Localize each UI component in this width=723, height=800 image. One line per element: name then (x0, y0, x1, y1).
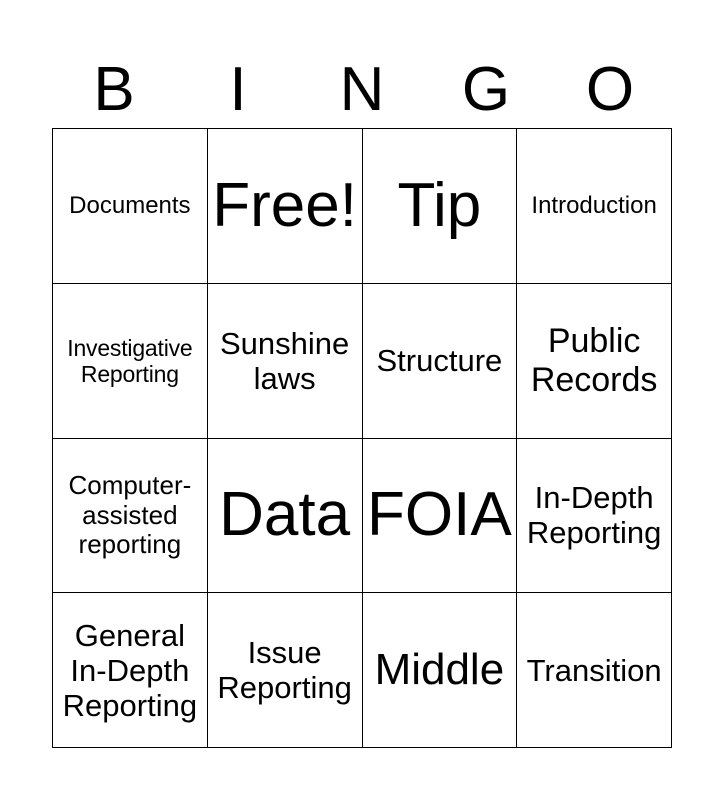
header-letter-o: O (585, 55, 635, 124)
bingo-cell-documents[interactable] (53, 129, 208, 284)
cell-label: Introduction (531, 192, 657, 220)
cell-label: Data (219, 480, 351, 550)
bingo-cell-free[interactable] (208, 129, 363, 284)
cell-label: Issue Reporting (217, 635, 352, 706)
cell-label: Sunshine laws (219, 325, 350, 396)
bingo-cell-sunshine-laws[interactable] (208, 284, 363, 439)
bingo-cell-computer-assisted-reporting[interactable] (53, 439, 208, 594)
cell-label: Computer- assisted reporting (68, 470, 192, 560)
bingo-cell-tip[interactable] (363, 129, 518, 284)
cell-label: Transition (526, 652, 662, 688)
bingo-cell-public-records[interactable] (517, 284, 672, 439)
cell-label: Structure (376, 343, 503, 379)
bingo-header (52, 52, 672, 128)
header-letter-n: N (339, 55, 385, 124)
cell-label: In-Depth Reporting (526, 480, 662, 551)
bingo-cell-investigative-reporting[interactable] (53, 284, 208, 439)
header-letter-g: G (461, 55, 511, 124)
bingo-board (52, 128, 672, 748)
cell-label: Tip (397, 170, 482, 240)
cell-label: Middle (374, 645, 505, 695)
bingo-cell-data[interactable] (208, 439, 363, 594)
bingo-cell-introduction[interactable] (517, 129, 672, 284)
bingo-cell-structure[interactable] (363, 284, 518, 439)
bingo-cell-in-depth-reporting[interactable] (517, 439, 672, 594)
bingo-cell-general-in-depth-reporting[interactable] (53, 593, 208, 748)
bingo-cell-transition[interactable] (517, 593, 672, 748)
bingo-cell-foia[interactable] (363, 439, 518, 594)
bingo-cell-issue-reporting[interactable] (208, 593, 363, 748)
header-letter-i: I (229, 55, 247, 124)
cell-label: General In-Depth Reporting (62, 617, 198, 723)
cell-label: Investigative Reporting (67, 334, 193, 387)
cell-label: FOIA (367, 480, 512, 550)
cell-label: Public Records (530, 322, 658, 399)
header-letter-b: B (93, 55, 135, 124)
bingo-cell-middle[interactable] (363, 593, 518, 748)
cell-label: Documents (69, 192, 191, 220)
cell-label: Free! (212, 170, 357, 240)
